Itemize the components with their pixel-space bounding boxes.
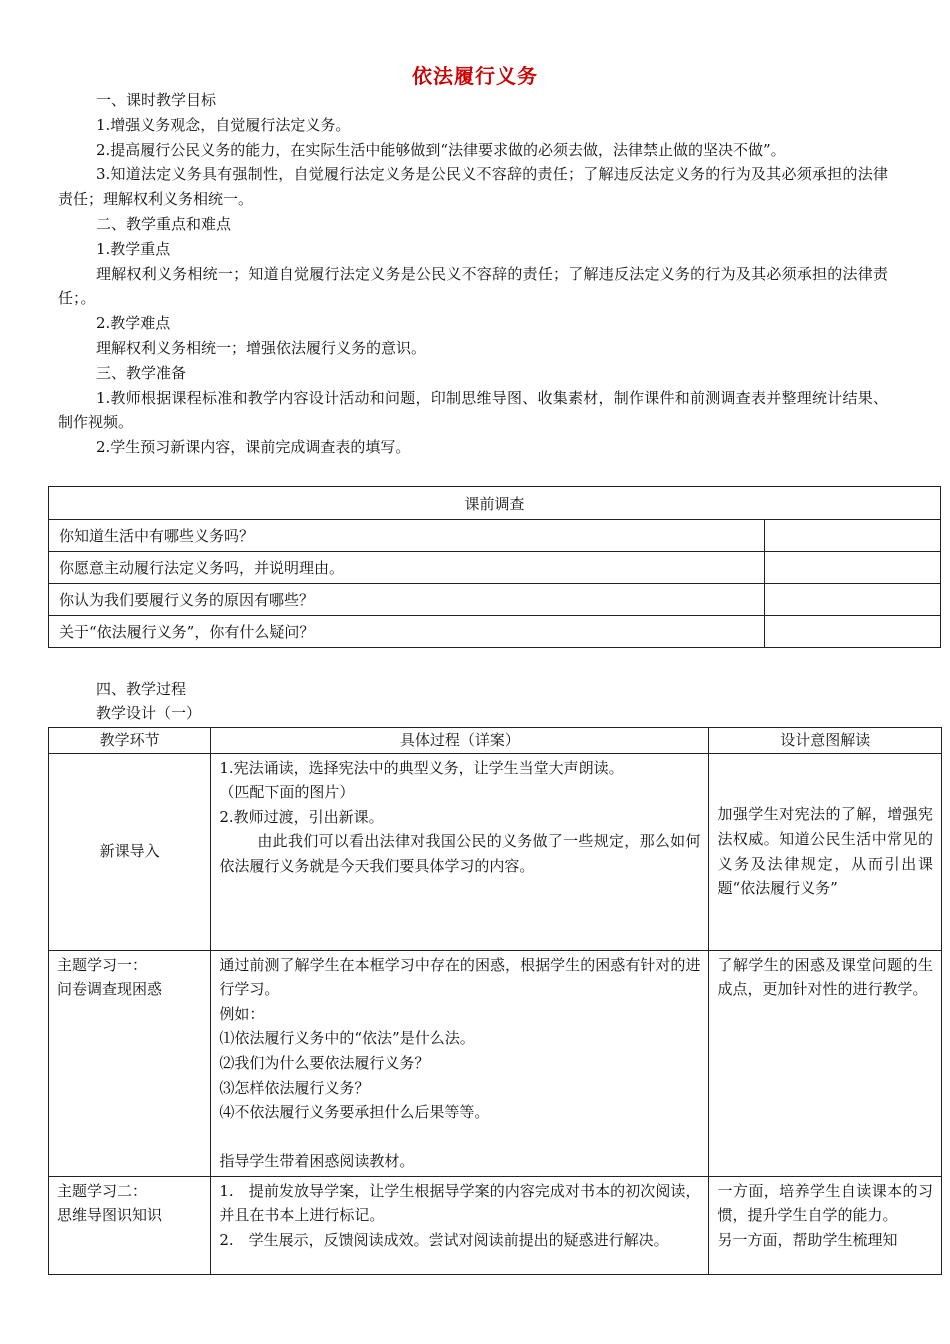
intent-cell bbox=[709, 950, 942, 1176]
teaching-design-table bbox=[48, 727, 942, 1275]
process-line: 通过前测了解学生在本框学习中存在的困惑，根据学生的困惑有针对的进行学习。 bbox=[219, 955, 701, 999]
table-row bbox=[49, 950, 942, 1176]
process-line: ⑷不依法履行义务要承担什么后果等等。 bbox=[219, 1103, 490, 1122]
process-line: 2.教师过渡，引出新课。 bbox=[219, 807, 384, 826]
section-heading: 三、教学准备 bbox=[96, 363, 187, 382]
process-line: 指导学生带着困惑阅读教材。 bbox=[219, 1151, 415, 1170]
survey-answer-cell bbox=[765, 616, 941, 648]
stage-cell: 新课导入 bbox=[49, 753, 211, 950]
table-row bbox=[49, 520, 941, 552]
process-section-heading bbox=[96, 677, 201, 725]
page-title: 依法履行义务 bbox=[412, 64, 538, 88]
process-line: ⑶怎样依法履行义务？ bbox=[219, 1078, 370, 1097]
intent-text: 加强学生对宪法的了解，增强宪法权威。知道公民生活中常见的义务及法律规定，从而引出课题“依法履行义务” bbox=[717, 805, 933, 898]
paragraph: 2.提高履行公民义务的能力，在实际生活中能够做到“法律要求做的必须去做，法律禁止做的坚决不做”。 bbox=[96, 140, 786, 159]
column-header: 具体过程（详案） bbox=[211, 728, 709, 754]
process-line: 1. 提前发放导学案，让学生根据导学案的内容完成对书本的初次阅读，并且在书本上进行标记。 bbox=[219, 1181, 701, 1225]
intent-text: 了解学生的困惑及课堂问题的生成点，更加针对性的进行教学。 bbox=[717, 955, 933, 999]
paragraph: 2.教学难点 bbox=[96, 314, 171, 333]
column-header: 设计意图解读 bbox=[709, 728, 942, 754]
intent-cell bbox=[709, 1176, 942, 1274]
process-line: 2. 学生展示，反馈阅读成效。尝试对阅读前提出的疑惑进行解决。 bbox=[219, 1230, 669, 1249]
process-cell bbox=[211, 753, 709, 950]
stage-label: 问卷调查现困惑 bbox=[57, 980, 163, 999]
process-line: ⑵我们为什么要依法履行义务？ bbox=[219, 1053, 430, 1072]
paragraph: 理解权利义务相统一；知道自觉履行法定义务是公民义不容辞的责任；了解违反法定义务的行为及其必须承担的法律责任；。 bbox=[58, 264, 888, 308]
survey-table bbox=[48, 486, 941, 648]
survey-question: 你愿意主动履行法定义务吗，并说明理由。 bbox=[49, 552, 765, 584]
table-row bbox=[49, 753, 942, 950]
survey-header: 课前调查 bbox=[49, 487, 941, 520]
process-line: 例如： bbox=[219, 1004, 265, 1023]
table-header-row bbox=[49, 728, 942, 754]
process-line: 1.宪法诵读，选择宪法中的典型义务，让学生当堂大声朗读。 bbox=[219, 758, 624, 777]
paragraph: 1.增强义务观念，自觉履行法定义务。 bbox=[96, 115, 351, 134]
section-heading: 一、课时教学目标 bbox=[96, 91, 217, 109]
intent-text: 另一方面，帮助学生梳理知 bbox=[717, 1230, 898, 1249]
paragraph: 理解权利义务相统一；增强依法履行义务的意识。 bbox=[96, 338, 427, 357]
section-heading: 四、教学过程 bbox=[96, 680, 187, 698]
survey-answer-cell bbox=[765, 584, 941, 616]
process-cell bbox=[211, 950, 709, 1176]
paragraph: 1.教师根据课程标准和教学内容设计活动和问题，印制思维导图、收集素材，制作课件和前测调查表并整理统计结果、制作视频。 bbox=[58, 388, 888, 432]
process-cell bbox=[211, 1176, 709, 1274]
paragraph: 3.知道法定义务具有强制性，自觉履行法定义务是公民义不容辞的责任；了解违反法定义务的行为及其必须承担的法律责任；理解权利义务相统一。 bbox=[58, 165, 888, 209]
survey-question: 关于“依法履行义务”，你有什么疑问？ bbox=[49, 616, 765, 648]
survey-answer-cell bbox=[765, 552, 941, 584]
objectives-section bbox=[58, 88, 888, 460]
process-line: （匹配下面的图片） bbox=[219, 783, 355, 802]
intent-cell bbox=[709, 753, 942, 950]
stage-label: 主题学习一： bbox=[57, 955, 148, 974]
stage-label: 主题学习二： bbox=[57, 1181, 148, 1200]
table-row bbox=[49, 552, 941, 584]
stage-label: 思维导图识知识 bbox=[57, 1206, 163, 1225]
table-row bbox=[49, 584, 941, 616]
stage-cell bbox=[49, 950, 211, 1176]
sub-heading: 教学设计（一） bbox=[96, 704, 202, 722]
column-header: 教学环节 bbox=[49, 728, 211, 754]
paragraph: 1.教学重点 bbox=[96, 239, 171, 258]
survey-answer-cell bbox=[765, 520, 941, 552]
table-row bbox=[49, 616, 941, 648]
paragraph: 2.学生预习新课内容，课前完成调查表的填写。 bbox=[96, 438, 411, 457]
process-line: ⑴依法履行义务中的“依法”是什么法。 bbox=[219, 1029, 475, 1048]
process-line: 由此我们可以看出法律对我国公民的义务做了一些规定，那么如何依法履行义务就是今天我们要具体学习的内容。 bbox=[219, 832, 701, 875]
section-heading: 二、教学重点和难点 bbox=[96, 214, 232, 233]
intent-text: 一方面，培养学生自读课本的习惯，提升学生自学的能力。 bbox=[717, 1181, 933, 1225]
stage-cell bbox=[49, 1176, 211, 1274]
blank-line bbox=[219, 1125, 700, 1149]
survey-question: 你认为我们要履行义务的原因有哪些？ bbox=[49, 584, 765, 616]
table-row bbox=[49, 1176, 942, 1274]
survey-question: 你知道生活中有哪些义务吗？ bbox=[49, 520, 765, 552]
